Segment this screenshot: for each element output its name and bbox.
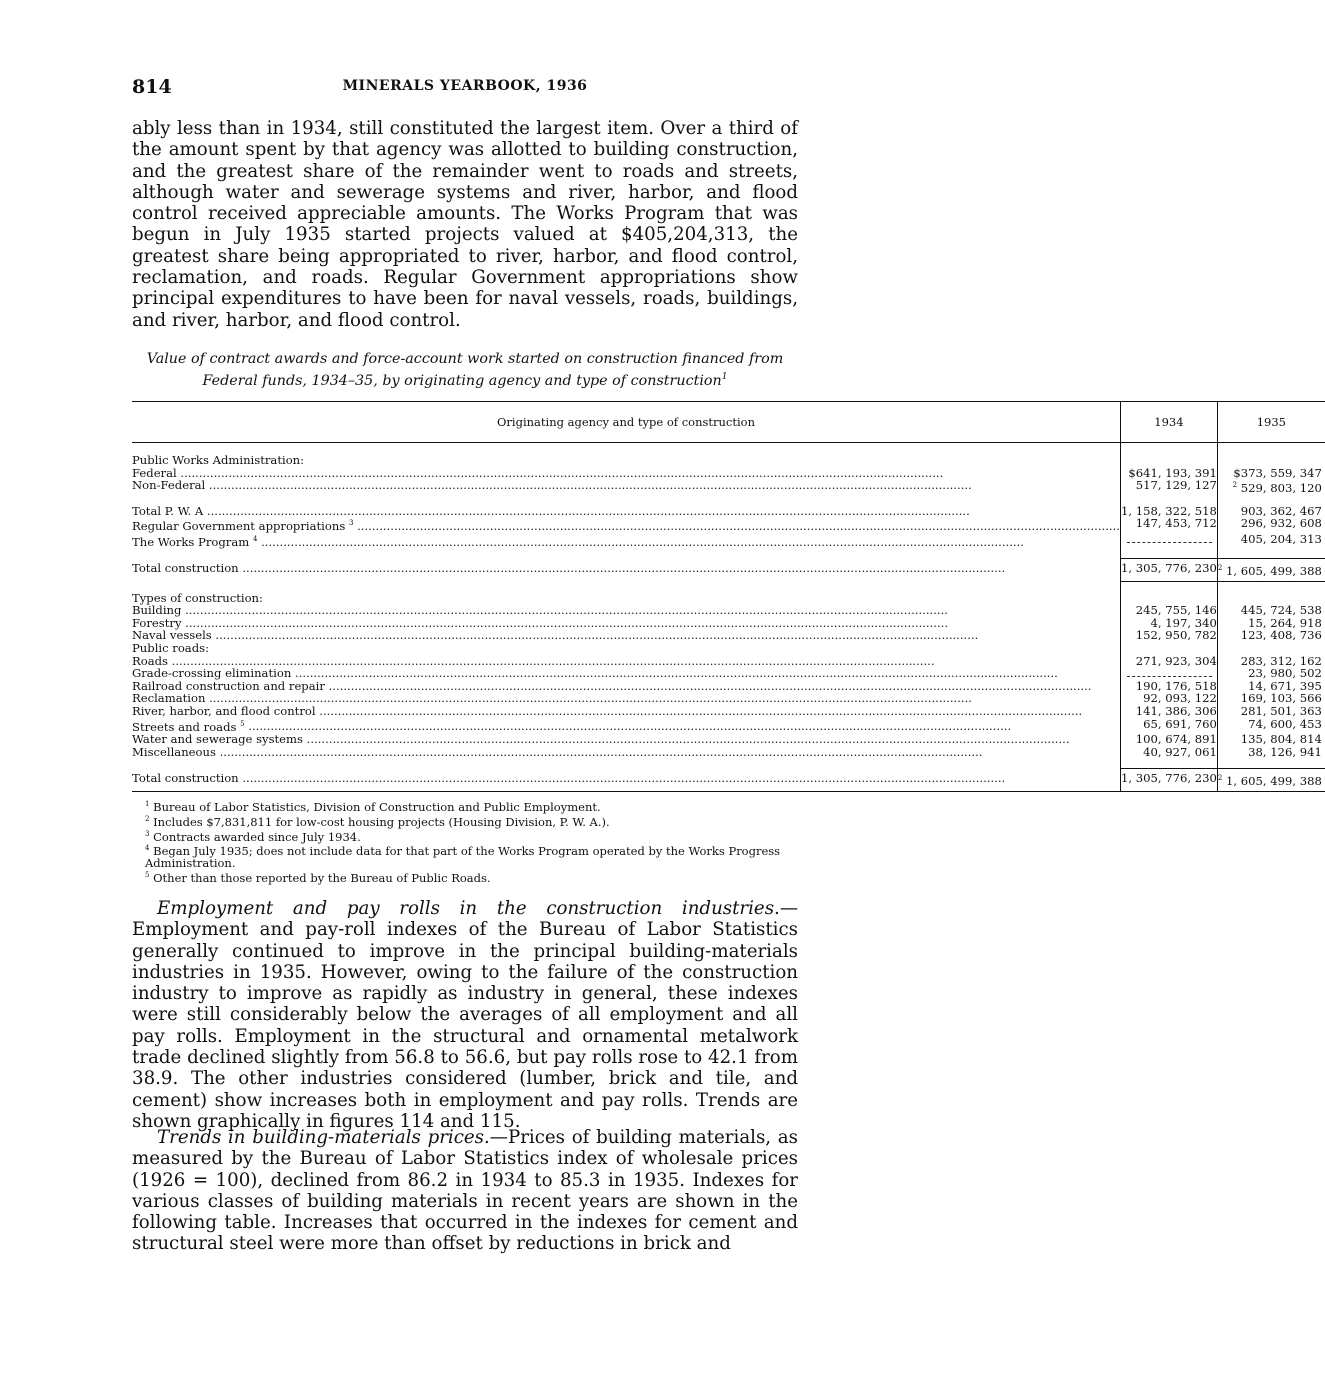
footnote xyxy=(132,828,798,843)
cell-1935: 281, 501, 363 xyxy=(1217,705,1325,718)
cell-1935-cell xyxy=(1217,559,1325,581)
row-label: Forestry ..... xyxy=(132,617,1120,630)
cell-1935: 74, 600, 453 xyxy=(1217,718,1325,733)
cell-1935: 14, 671, 395 xyxy=(1217,680,1325,693)
table-row xyxy=(132,667,1325,680)
section-heading-pwa: Public Works Administration: xyxy=(132,453,305,467)
cell-1935: 23, 980, 502 xyxy=(1217,667,1325,680)
cell-1935: 445, 724, 538 xyxy=(1217,604,1325,617)
table-caption xyxy=(132,350,798,390)
cell-1935: 903, 362, 467 xyxy=(1217,505,1325,518)
paragraph-employment-text: —Employment and pay-roll indexes of the Bureau of Labor Statistics generally continued to improve in the principal building-materials industries in 1935. However, owing to the failure of the construction industry to improve as rapidly as industry in general, these indexes were still considerably below the averages of all employment and all pay rolls. Employment in the structural and ornamental metalwork trade declined slightly from 56.8 to 56.6, but pay rolls rose to 42.1 from 38.9. The other industries considered (lumber, brick and tile, and cement) show increases both in employment and pay rolls. Trends are shown graphically in figures 114 and 115. xyxy=(132,898,798,1132)
footnote-ref: 2 xyxy=(1232,481,1238,490)
section-heading-types: Types of construction: xyxy=(132,590,263,605)
cell-1934-empty xyxy=(1120,533,1217,548)
footnote-mark: 1 xyxy=(145,800,150,808)
cell-1934: 1, 305, 776, 230 xyxy=(1120,769,1217,791)
row-label: Total P. W. A ..... xyxy=(132,505,1120,518)
total-row xyxy=(132,559,1325,581)
cell-1934: 245, 755, 146 xyxy=(1120,604,1217,617)
cell-1934: $641, 193, 391 xyxy=(1120,467,1217,480)
footnote-text: Contracts awarded since July 1934. xyxy=(153,829,361,844)
cell-1935: $373, 559, 347 xyxy=(1217,467,1325,480)
row-label: The Works Program xyxy=(132,534,250,549)
paragraph-employment xyxy=(132,898,798,1132)
row-label: Roads ..... xyxy=(132,655,1120,668)
footnote-mark: 5 xyxy=(145,871,150,880)
table-row xyxy=(132,604,1325,617)
footnote xyxy=(132,798,798,813)
cell-1934: 100, 674, 891 xyxy=(1120,733,1217,746)
footnote-text: Began July 1935; does not include data for that part of the Works Program operated by the Works Progress Administration. xyxy=(145,844,781,871)
row-label: River, harbor, and flood control ..... xyxy=(132,705,1120,718)
footnote-mark: 3 xyxy=(145,829,150,838)
row-label: Water and sewerage systems ..... xyxy=(132,733,1120,746)
table-caption-text: Value of contract awards and force-account work started on construction financed from Federal funds, 1934–35, by originating agency and type of construction xyxy=(146,351,784,389)
cell-1935: 38, 126, 941 xyxy=(1217,746,1325,759)
contract-awards-table xyxy=(132,401,1325,792)
cell-1935: 15, 264, 918 xyxy=(1217,617,1325,630)
cell-1934: 141, 386, 306 xyxy=(1120,705,1217,718)
column-header-agency: Originating agency and type of construction xyxy=(132,402,1120,443)
paragraph-intro: ably less than in 1934, still constituted the largest item. Over a third of the amount spent by that agency was allotted to building construction, and the greatest share of the remainder went to roads and streets, although water and sewerage systems and river, harbor, and flood control received appreciable amounts. The Works Program that was begun in July 1935 started projects valued at $405,204,313, the greatest share being appropriated to river, harbor, and flood control, reclamation, and roads. Regular Government appropriations show principal expenditures to have been for naval vessels, roads, buildings, and river, harbor, and flood control. xyxy=(132,118,798,331)
row-label: Streets and roads xyxy=(132,719,237,734)
table-row xyxy=(132,718,1325,733)
cell-1934-empty xyxy=(1120,667,1217,680)
footnotes xyxy=(132,798,798,884)
cell-1935-cell xyxy=(1217,479,1325,494)
cell-1935: 405, 204, 313 xyxy=(1217,533,1325,548)
cell-1934: 517, 129, 127 xyxy=(1120,479,1217,494)
column-header-1935: 1935 xyxy=(1217,402,1325,443)
row-label: Railroad construction and repair ..... xyxy=(132,680,1120,693)
cell-1934: 147, 453, 712 xyxy=(1120,517,1217,532)
cell-1935: 169, 103, 566 xyxy=(1217,692,1325,705)
cell-1934: 40, 927, 061 xyxy=(1120,746,1217,759)
footnote-ref: 3 xyxy=(348,519,354,528)
running-head xyxy=(132,76,798,98)
total-row xyxy=(132,769,1325,791)
footnote-mark: 2 xyxy=(145,814,150,823)
table-row xyxy=(132,746,1325,759)
row-label: Non-Federal ..... xyxy=(132,479,1120,492)
row-label: Federal ..... xyxy=(132,467,1120,480)
subsection-heading-row xyxy=(132,642,1325,655)
caption-note: 1 xyxy=(721,372,728,382)
section-heading-row xyxy=(132,454,1325,467)
running-title: MINERALS YEARBOOK, 1936 xyxy=(342,78,588,94)
cell-1934: 65, 691, 760 xyxy=(1120,718,1217,733)
cell-1935: 1, 605, 499, 388 xyxy=(1226,564,1322,578)
row-label: Naval vessels ..... xyxy=(132,629,1120,642)
row-label: Reclamation ..... xyxy=(132,692,1120,705)
row-label: Total construction ..... xyxy=(132,772,1120,785)
footnote xyxy=(132,813,798,828)
table-row xyxy=(132,517,1325,532)
footnote-ref: 2 xyxy=(1217,564,1223,573)
footnote-text: Other than those reported by the Bureau of Public Roads. xyxy=(153,871,491,886)
paragraph-employment-heading: Employment and pay rolls in the construction industries. xyxy=(157,898,780,919)
table-row xyxy=(132,733,1325,746)
cell-1935: 283, 312, 162 xyxy=(1217,655,1325,668)
paragraph-prices xyxy=(132,1127,798,1255)
table-row xyxy=(132,479,1325,494)
cell-1934: 1, 305, 776, 230 xyxy=(1120,559,1217,581)
cell-1935: 135, 804, 814 xyxy=(1217,733,1325,746)
page-number: 814 xyxy=(132,76,172,98)
table-row xyxy=(132,533,1325,548)
cell-1934: 4, 197, 340 xyxy=(1120,617,1217,630)
footnote-ref: 2 xyxy=(1217,774,1223,783)
table-row xyxy=(132,629,1325,642)
row-label: Building ..... xyxy=(132,604,1120,617)
footnote-mark: 4 xyxy=(145,844,150,853)
cell-1934: 190, 176, 518 xyxy=(1120,680,1217,693)
row-label: Miscellaneous ..... xyxy=(132,746,1120,759)
cell-1935: 123, 408, 736 xyxy=(1217,629,1325,642)
footnote xyxy=(132,869,798,884)
cell-1934: 271, 923, 304 xyxy=(1120,655,1217,668)
cell-1935: 1, 605, 499, 388 xyxy=(1226,774,1322,789)
cell-1935: 529, 803, 120 xyxy=(1240,481,1322,496)
footnote-ref: 5 xyxy=(240,719,245,728)
column-header-1934: 1934 xyxy=(1120,402,1217,443)
cell-1934: 152, 950, 782 xyxy=(1120,629,1217,642)
footnote-ref: 4 xyxy=(252,534,258,543)
row-label: Regular Government appropriations xyxy=(132,519,346,534)
subsection-heading-public-roads: Public roads: xyxy=(132,640,209,655)
table-header-row xyxy=(132,402,1325,443)
footnote xyxy=(132,842,798,869)
cell-1935: 296, 932, 608 xyxy=(1217,517,1325,532)
row-label: Grade-crossing elimination ..... xyxy=(132,667,1120,680)
paragraph-prices-text: —Prices of building materials, as measured by the Bureau of Labor Statistics index of wholesale prices (1926 = 100), declined from 86.2 in 1934 to 85.3 in 1935. Indexes for various classes of building materials in recent years are shown in the following table. Increases that occurred in the indexes for cement and structural steel were more than offset by reductions in brick and xyxy=(132,1127,798,1255)
paragraph-prices-heading: Trends in building-materials prices. xyxy=(157,1127,490,1148)
footnote-text: Bureau of Labor Statistics, Division of Construction and Public Employment. xyxy=(153,799,601,814)
cell-1934: 1, 158, 322, 518 xyxy=(1120,503,1217,518)
cell-1935-cell xyxy=(1217,769,1325,791)
footnote-text: Includes $7,831,811 for low-cost housing projects (Housing Division, P. W. A.). xyxy=(153,814,610,829)
row-label: Total construction ..... xyxy=(132,562,1120,575)
table-row xyxy=(132,705,1325,718)
cell-1934: 92, 093, 122 xyxy=(1120,692,1217,705)
